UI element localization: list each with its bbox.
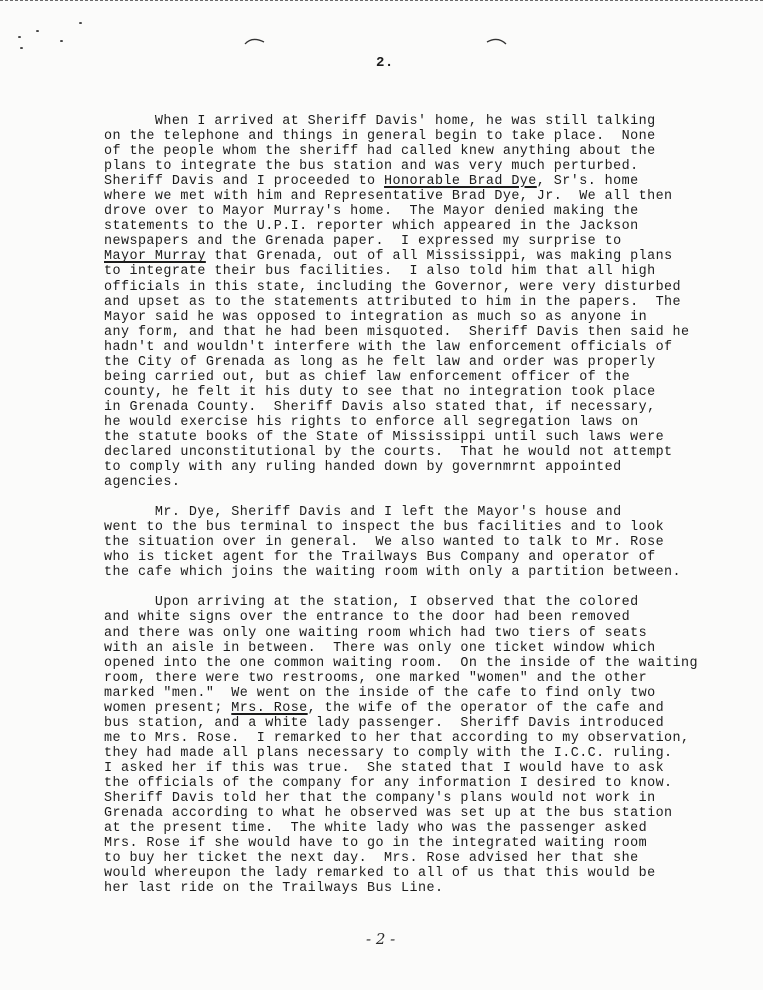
text-line: and upset as to the statements attributed to him in the papers. The (104, 294, 682, 310)
letter-body (104, 114, 744, 911)
text-line: newspapers and the Grenada paper. I expressed my surprise to (104, 234, 622, 250)
text-line: hadn't and wouldn't interfere with the law enforcement officials of (104, 339, 673, 355)
text-line: of the people whom the sheriff had called knew anything about the (104, 144, 656, 160)
text-line: her last ride on the Trailways Bus Line. (104, 881, 444, 897)
underlined-name: Mrs. Rose (231, 700, 308, 716)
hole-punch-mark (486, 36, 508, 46)
text-line: officials in this state, including the Governor, were very disturbed (104, 279, 682, 295)
paragraph-bus-terminal (104, 505, 744, 580)
text-line: any form, and that he had been misquoted. Sheriff Davis then said he (104, 324, 690, 340)
paragraph-station-observations (104, 595, 744, 896)
text-line: would whereupon the lady remarked to all of us that this would be (104, 866, 656, 882)
text-line: county, he felt it his duty to see that no integration took place (104, 384, 656, 400)
text-line: Mayor Murray that Grenada, out of all Mississippi, was making plans (104, 249, 673, 265)
text-line: Sheriff Davis and I proceeded to Honorable Brad Dye, Sr's. home (104, 174, 639, 190)
scan-speck (18, 36, 21, 38)
text-line: the City of Grenada as long as he felt law and order was properly (104, 354, 656, 370)
page-top-edge (0, 0, 763, 5)
text-line: bus station, and a white lady passenger. Sheriff Davis introduced (104, 715, 665, 731)
text-line: Upon arriving at the station, I observed that the colored (104, 595, 639, 611)
text-line: in Grenada County. Sheriff Davis also stated that, if necessary, (104, 399, 656, 415)
text-line: Mrs. Rose if she would have to go in the integrated waiting room (104, 836, 648, 852)
text-line: room, there were two restrooms, one marked "women" and the other (104, 670, 648, 686)
text-line: they had made all plans necessary to comply with the I.C.C. ruling. (104, 745, 673, 761)
underlined-name: Mayor Murray (104, 249, 206, 265)
text-line: at the present time. The white lady who was the passenger asked (104, 821, 648, 837)
text-line: When I arrived at Sheriff Davis' home, he was still talking (104, 114, 656, 129)
text-line: with an aisle in between. There was only one ticket window which (104, 640, 656, 656)
text-line: the officials of the company for any information I desired to know. (104, 775, 673, 791)
text-line: plans to integrate the bus station and was very much perturbed. (104, 159, 639, 175)
text-line: Sheriff Davis told her that the company's plans would not work in (104, 791, 656, 807)
scan-speck (20, 47, 23, 49)
text-line: Mr. Dye, Sheriff Davis and I left the Mayor's house and (104, 505, 622, 521)
text-line: me to Mrs. Rose. I remarked to her that according to my observation, (104, 730, 690, 746)
text-line: Mayor said he was opposed to integration as much so as anyone in (104, 309, 648, 325)
paragraph-sheriff-visit (104, 114, 744, 490)
text-line: on the telephone and things in general begin to take place. None (104, 129, 656, 145)
text-line: being carried out, but as chief law enforcement officer of the (104, 369, 631, 385)
text-line: and white signs over the entrance to the door had been removed (104, 610, 631, 626)
text-line: I asked her if this was true. She stated that I would have to ask (104, 760, 665, 776)
text-line: the cafe which joins the waiting room with only a partition between. (104, 565, 682, 581)
text-line: went to the bus terminal to inspect the bus facilities and to look (104, 520, 665, 536)
hole-punch-mark (244, 36, 266, 46)
text-line: agencies. (104, 475, 181, 491)
text-line: statements to the U.P.I. reporter which appeared in the Jackson (104, 219, 639, 235)
text-line: he would exercise his rights to enforce all segregation laws on (104, 414, 639, 430)
scan-speck (36, 30, 39, 32)
text-line: declared unconstitutional by the courts. That he would not attempt (104, 445, 673, 461)
underlined-name: Honorable Brad Dye (384, 174, 537, 190)
text-line: Grenada according to what he observed was set up at the bus station (104, 806, 673, 822)
scan-speck (79, 22, 82, 24)
text-line: and there was only one waiting room which had two tiers of seats (104, 625, 648, 641)
text-line: opened into the one common waiting room. On the inside of the waiting (104, 655, 698, 671)
text-line: who is ticket agent for the Trailways Bus Company and operator of (104, 550, 656, 566)
page-number: 2. (376, 55, 394, 71)
text-line: women present; Mrs. Rose, the wife of the operator of the cafe and (104, 700, 665, 716)
scan-speck (60, 40, 63, 42)
text-line: to buy her ticket the next day. Mrs. Rose advised her that she (104, 851, 639, 867)
text-line: marked "men." We went on the inside of the cafe to find only two (104, 685, 656, 701)
handwritten-page-number: - 2 - (366, 930, 396, 948)
text-line: to integrate their bus facilities. I also told him that all high (104, 264, 656, 280)
text-line: where we met with him and Representative Brad Dye, Jr. We all then (104, 189, 673, 205)
text-line: the situation over in general. We also wanted to talk to Mr. Rose (104, 535, 665, 551)
text-line: to comply with any ruling handed down by governmrnt appointed (104, 460, 622, 476)
text-line: drove over to Mayor Murray's home. The Mayor denied making the (104, 204, 639, 220)
text-line: the statute books of the State of Mississippi until such laws were (104, 429, 665, 445)
